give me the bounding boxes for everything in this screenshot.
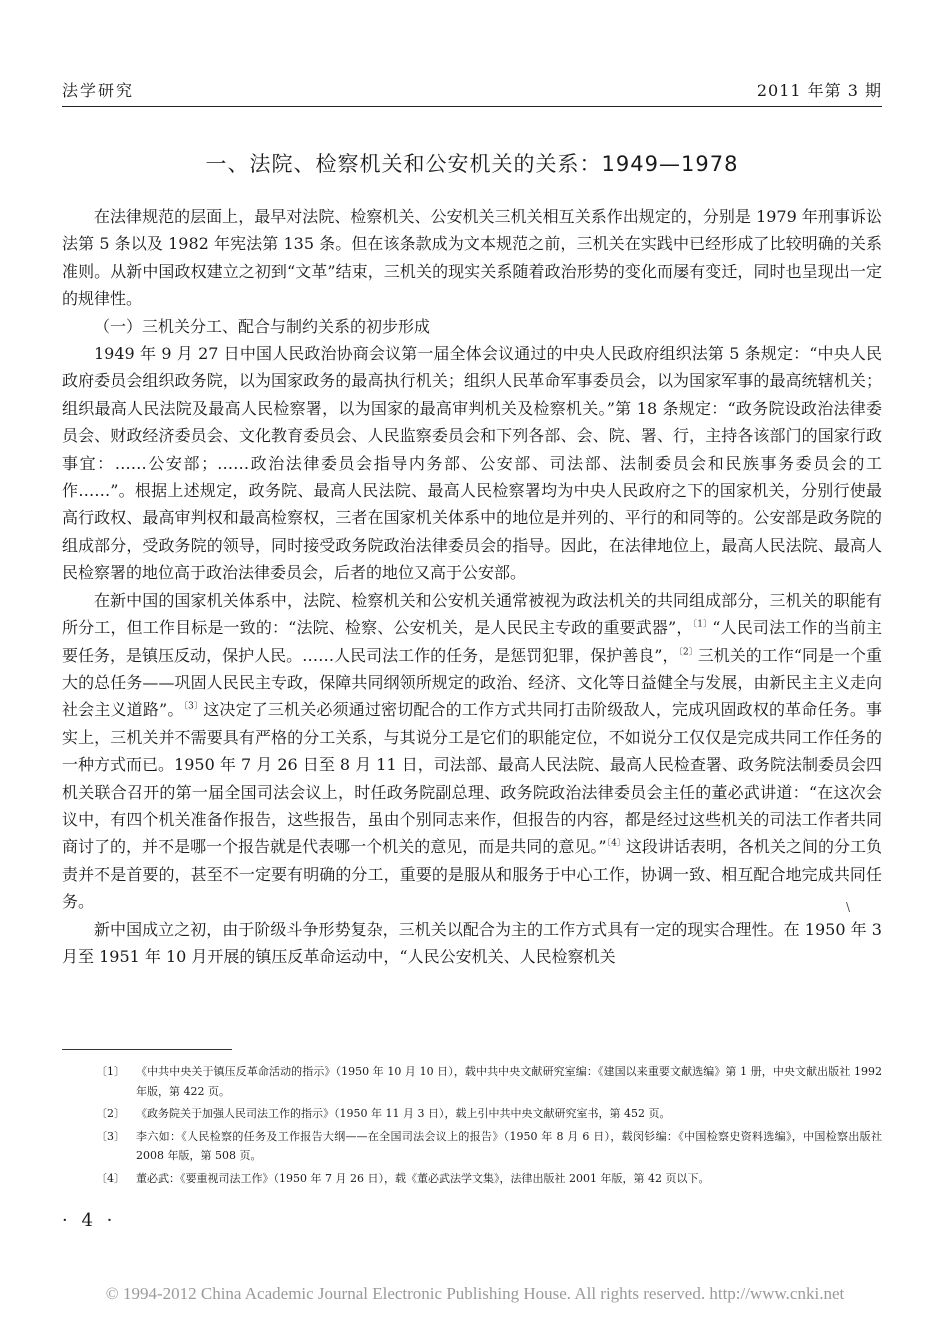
subsection-heading: （一）三机关分工、配合与制约关系的初步形成	[94, 316, 431, 336]
footnote-mark: 〔4〕	[96, 1171, 125, 1185]
copyright-notice: © 1994-2012 China Academic Journal Electronic Publishing House. All rights reserved. http://www.cnki.net	[105, 1284, 845, 1303]
footnote-ref[interactable]: 〔1〕	[692, 619, 713, 630]
footnote-ref[interactable]: 〔2〕	[678, 647, 698, 658]
running-header	[62, 78, 882, 104]
footnotes	[96, 1062, 882, 1191]
article-body	[62, 203, 882, 970]
issue-label: 2011 年第 3 期	[756, 81, 882, 100]
footnote-ref[interactable]: 〔4〕	[606, 839, 626, 850]
footnote-mark: 〔2〕	[96, 1107, 125, 1120]
page-number: · 4 ·	[62, 1210, 117, 1231]
footnote-mark: 〔1〕	[96, 1065, 125, 1078]
footnote	[96, 1169, 882, 1189]
paragraph-organization-law: 1949 年 9 月 27 日中国人民政治协商会议第一届全体会议通过的中央人民政府组织法第 5 条规定：“中央人民政府委员会组织政务院，以为国家政务的最高执行机关；组织人民革命军事委员会，以为国家军事的最高统辖机关；组织最高人民法院及最高人民检察署，以为国家的最高审判机关及检察机关。”第 18 条规定：“政务院设政治法律委员会、财政经济委员会、文化教育委员会、人民监察委员会和下列各部、会、院、署、行，主持各该部门的国家行政事宜：……公安部；……政治法律委员会指导内务部、公安部、司法部、法制委员会和民族事务委员会的工作……”。根据上述规定，政务院、最高人民法院、最高人民检察署均为中央人民政府之下的国家机关，分别行使最高行政权、最高审判权和最高检察权，三者在国家机关体系中的地位是并列的、平行的和同等的。公安部是政务院的组成部分，受政务院的领导，同时接受政务院政治法律委员会的指导。因此，在法律地位上，最高人民法院、最高人民检察署的地位高于政治法律委员会，后者的地位又高于公安部。	[62, 344, 882, 583]
text-segment: “人民司法工作的当前主要任务，是镇压反动，保护人民。……人民司法工作的任务，是惩罚犯罪，保护善良”，	[62, 618, 882, 665]
stray-mark: \	[846, 900, 851, 914]
footnote	[96, 1104, 882, 1124]
footnote-text: 《政务院关于加强人民司法工作的指示》（1950 年 11 月 3 日），载上引中共中央文献研究室书，第 452 页。	[136, 1107, 671, 1120]
footnote-text: 李六如：《人民检察的任务及工作报告大纲——在全国司法会议上的报告》（1950 年 8 月 6 日），载闵钐编：《中国检察史资料选编》，中国检察出版社 2008 年版，第 508 页。	[136, 1129, 882, 1162]
text-segment: 在新中国的国家机关体系中，法院、检察机关和公安机关通常被视为政法机关的共同组成部分，三机关的职能有所分工，但工作目标是一致的：“法院、检察、公安机关，是人民民主专政的重要武器”，	[62, 590, 882, 638]
text-segment: 这段讲话表明，各机关之间的分工负责并不是首要的，甚至不一定要有明确的分工，重要的是服从和服务于中心工作，协调一致、相互配合地完成共同任务。	[62, 837, 882, 912]
paragraph-early-period: 新中国成立之初，由于阶级斗争形势复杂，三机关以配合为主的工作方式具有一定的现实合理性。在 1950 年 3 月至 1951 年 10 月开展的镇压反革命运动中，“人民公安机关、人民检察机关	[62, 919, 882, 966]
paragraph-division-of-labor	[62, 587, 882, 916]
journal-name: 法学研究	[62, 81, 135, 100]
section-title: 一、法院、检察机关和公安机关的关系：1949—1978	[205, 152, 739, 176]
footnote-ref[interactable]: 〔3〕	[183, 701, 204, 712]
footnote-text: 董必武：《要重视司法工作》（1950 年 7 月 26 日），载《董必武法学文集》，法律出版社 2001 年版，第 42 页以下。	[136, 1171, 710, 1185]
text-segment: 这决定了三机关必须通过密切配合的工作方式共同打击阶级敌人，完成巩固政权的革命任务。事实上，三机关并不需要具有严格的分工关系，与其说分工是它们的职能定位，不如说分工仅仅是完成共同工作任务的一种方式而已。1950 年 7 月 26 日至 8 月 11 日，司法部、最高人民法院、最高人民检查署、政务院法制委员会四机关联合召开的第一届全国司法会议上，时任政务院副总理、政务院政治法律委员会主任的董必武讲道：“在这次会议中，有四个机关准备作报告，这些报告，虽由个别同志来作，但报告的内容，都是经过这些机关的司法工作者共同商讨了的，并不是哪一个报告就是代表哪一个机关的意见，而是共同的意见。”	[62, 700, 882, 857]
footnote-divider	[62, 1049, 232, 1050]
paragraph-intro: 在法律规范的层面上，最早对法院、检察机关、公安机关三机关相互关系作出规定的，分别是 1979 年刑事诉讼法第 5 条以及 1982 年宪法第 135 条。但在该条款成为文本规范之前，三机关在实践中已经形成了比较明确的关系准则。从新中国政权建立之初到“文革”结束，三机关的现实关系随着政治形势的变化而屡有变迁，同时也呈现出一定的规律性。	[62, 207, 882, 309]
footnote	[96, 1127, 882, 1166]
text-segment: 三机关的工作“同是一个重大的总任务——巩固人民民主专政，保障共同纲领所规定的政治、经济、文化等日益健全与发展，由新民主主义走向社会主义道路”。	[62, 645, 882, 720]
header-divider	[62, 106, 882, 107]
footnote-mark: 〔3〕	[96, 1129, 125, 1143]
footnote-text: 《中共中央关于镇压反革命活动的指示》（1950 年 10 月 10 日），载中共中央文献研究室编：《建国以来重要文献选编》第 1 册，中央文献出版社 1992 年版，第 422 页。	[136, 1065, 882, 1098]
footnote	[96, 1062, 882, 1101]
